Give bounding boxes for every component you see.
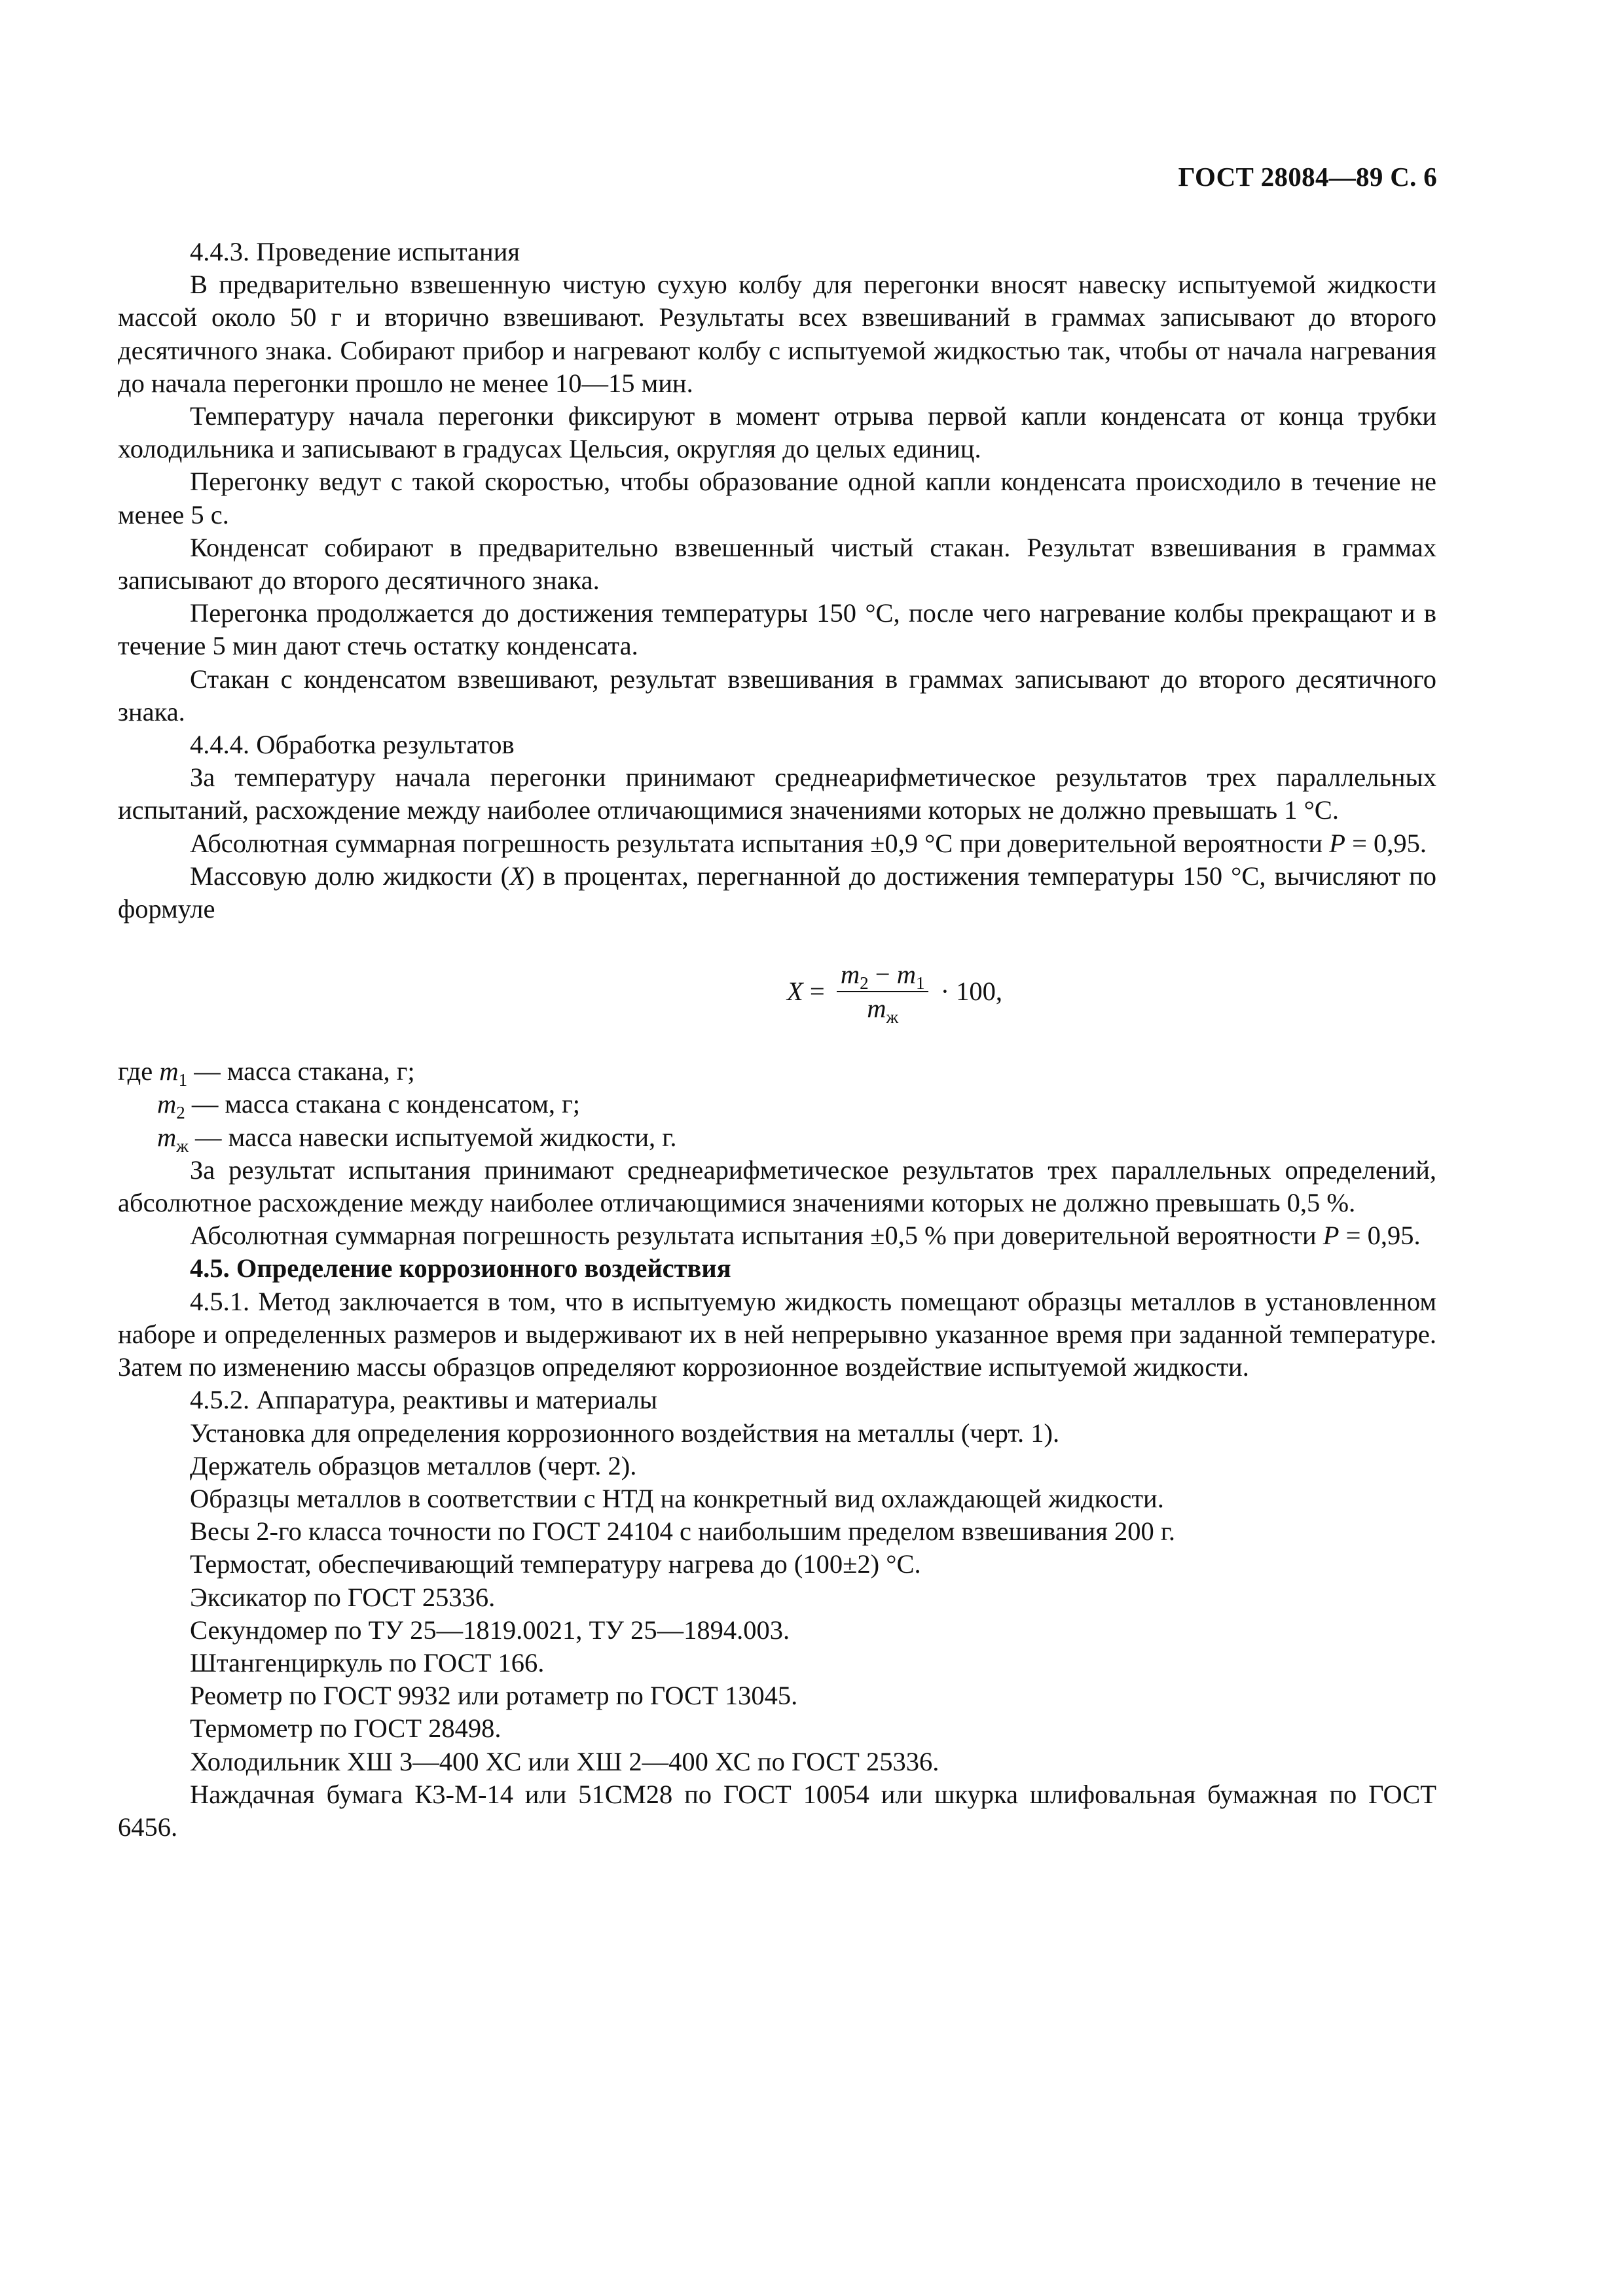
- formula-denominator: [867, 992, 899, 1028]
- subscript: ж: [176, 1136, 189, 1156]
- text-run: = 0,95.: [1345, 828, 1427, 858]
- paragraph: За результат испытания принимают среднеарифметическое результатов трех параллельных определений, абсолютное расхождение между наиболее отличающимися значениями которых не должно превышать 0,5 %.: [118, 1155, 1436, 1218]
- variable: m: [157, 1122, 177, 1152]
- equipment-item: Штангенциркуль по ГОСТ 166.: [190, 1647, 545, 1677]
- variable: P: [1329, 828, 1345, 858]
- formula-lhs: X: [787, 977, 803, 1007]
- formula-fraction: [837, 960, 929, 1028]
- paragraph: Стакан с конденсатом взвешивают, результат взвешивания в граммах записывают до второго десятичного знака.: [118, 664, 1436, 726]
- variable: m: [157, 1089, 177, 1119]
- paragraph: Конденсат собирают в предварительно взвешенный чистый стакан. Результат взвешивания в граммах записывают до второго десятичного знака.: [118, 532, 1436, 596]
- paragraph: Перегонка продолжается до достижения температуры 150 °С, после чего нагревание колбы прекращают и в течение 5 мин дают стечь остатку конденсата.: [118, 598, 1436, 661]
- variable: m: [896, 960, 916, 990]
- definition-m2: [118, 1088, 1436, 1121]
- formula-definitions: [118, 1055, 1436, 1154]
- formula-rhs: · 100,: [934, 977, 1003, 1007]
- equipment-item: Наждачная бумага К3-М-14 или 51СМ28 по ГОСТ 10054 или шкурка шлифовальная бумажная по ГОСТ 6456.: [118, 1779, 1436, 1842]
- equipment-item: Холодильник ХШ 3—400 ХС или ХШ 2—400 ХС по ГОСТ 25336.: [190, 1746, 939, 1776]
- variable: X: [509, 861, 526, 891]
- text-run: — масса стакана с конденсатом, г;: [185, 1089, 581, 1119]
- paragraph: [118, 1219, 1436, 1252]
- formula-numerator: [837, 960, 929, 992]
- paragraph: За температуру начала перегонки принимают среднеарифметическое результатов трех параллельных испытаний, расхождение между наиболее отличающимися значениями которых не должно превышать 1 °С.: [118, 762, 1436, 825]
- paragraph: В предварительно взвешенную чистую сухую колбу для перегонки вносят навеску испытуемой жидкости массой около 50 г и вторично взвешивают. Результаты всех взвешиваний в граммах записывают до второго десятичного знака. Собирают прибор и нагревают колбу с испытуемой жидкостью так, чтобы от начала нагревания до начала перегонки прошло не менее 10—15 мин.: [118, 270, 1436, 398]
- subscript: ж: [886, 1007, 899, 1028]
- section-heading-4-4-3: 4.4.3. Проведение испытания: [190, 237, 520, 266]
- equipment-item: Весы 2-го класса точности по ГОСТ 24104 с наибольшим пределом взвешивания 200 г.: [190, 1516, 1176, 1547]
- paragraph: Перегонку ведут с такой скоростью, чтобы образование одной капли конденсата происходило в течение не менее 5 с.: [118, 467, 1436, 529]
- text-run: Массовую долю жидкости (: [190, 861, 510, 891]
- text-run: где: [118, 1056, 160, 1086]
- section-heading-4-5-2: 4.5.2. Аппаратура, реактивы и материалы: [190, 1385, 657, 1415]
- definition-m1: [118, 1055, 1436, 1088]
- formula-equals: =: [803, 977, 831, 1007]
- paragraph: [118, 827, 1436, 860]
- equipment-item: Установка для определения коррозионного воздействия на металлы (черт. 1).: [190, 1418, 1060, 1448]
- equipment-item: Реометр по ГОСТ 9932 или ротаметр по ГОСТ 13045.: [190, 1681, 798, 1711]
- equipment-item: Держатель образцов металлов (черт. 2).: [190, 1450, 637, 1480]
- section-heading-4-5: 4.5. Определение коррозионного воздействия: [190, 1253, 731, 1283]
- subscript: 2: [860, 973, 869, 994]
- variable: m: [867, 994, 886, 1024]
- equipment-item: Образцы металлов в соответствии с НТД на конкретный вид охлаждающей жидкости.: [190, 1483, 1164, 1513]
- text-run: Абсолютная суммарная погрешность результата испытания ±0,5 % при доверительной вероятности: [190, 1221, 1323, 1251]
- text-run: Абсолютная суммарная погрешность результата испытания ±0,9 °С при доверительной вероятности: [190, 828, 1330, 858]
- equipment-item: Секундомер по ТУ 25—1819.0021, ТУ 25—1894.003.: [190, 1615, 790, 1645]
- formula-expression: [787, 952, 1002, 1031]
- document-body: [118, 236, 1436, 1844]
- subscript: 1: [178, 1070, 188, 1090]
- equipment-item: Эксикатор по ГОСТ 25336.: [190, 1582, 496, 1612]
- formula: [118, 952, 1436, 1031]
- section-heading-4-4-4: 4.4.4. Обработка результатов: [190, 730, 515, 760]
- text-run: = 0,95.: [1339, 1221, 1421, 1251]
- text-run: ) в процентах, перегнанной до достижения температуры 150 °С, вычисляют по формуле: [118, 861, 1437, 924]
- variable: m: [840, 960, 860, 990]
- subscript: 1: [915, 973, 925, 994]
- equipment-item: Термометр по ГОСТ 28498.: [190, 1713, 501, 1744]
- variable: m: [159, 1056, 179, 1086]
- subscript: 2: [176, 1103, 185, 1123]
- definition-mzh: [118, 1121, 1436, 1154]
- equipment-item: Термостат, обеспечивающий температуру нагрева до (100±2) °С.: [190, 1549, 921, 1579]
- variable: P: [1322, 1221, 1340, 1251]
- text-run: — масса стакана, г;: [187, 1056, 415, 1086]
- text-run: — масса навески испытуемой жидкости, г.: [188, 1122, 677, 1152]
- paragraph: [118, 860, 1436, 925]
- minus-sign: −: [868, 960, 897, 990]
- paragraph: 4.5.1. Метод заключается в том, что в испытуемую жидкость помещают образцы металлов в установленном наборе и определенных размеров и выдерживают их в ней непрерывно указанное время при заданной температуре. Затем по изменению массы образцов определяют коррозионное воздействие испытуемой жидкости.: [118, 1286, 1436, 1382]
- paragraph: Температуру начала перегонки фиксируют в момент отрыва первой капли конденсата от конца трубки холодильника и записывают в градусах Цельсия, округляя до целых единиц.: [118, 401, 1436, 464]
- page-header: ГОСТ 28084—89 С. 6: [1178, 162, 1437, 192]
